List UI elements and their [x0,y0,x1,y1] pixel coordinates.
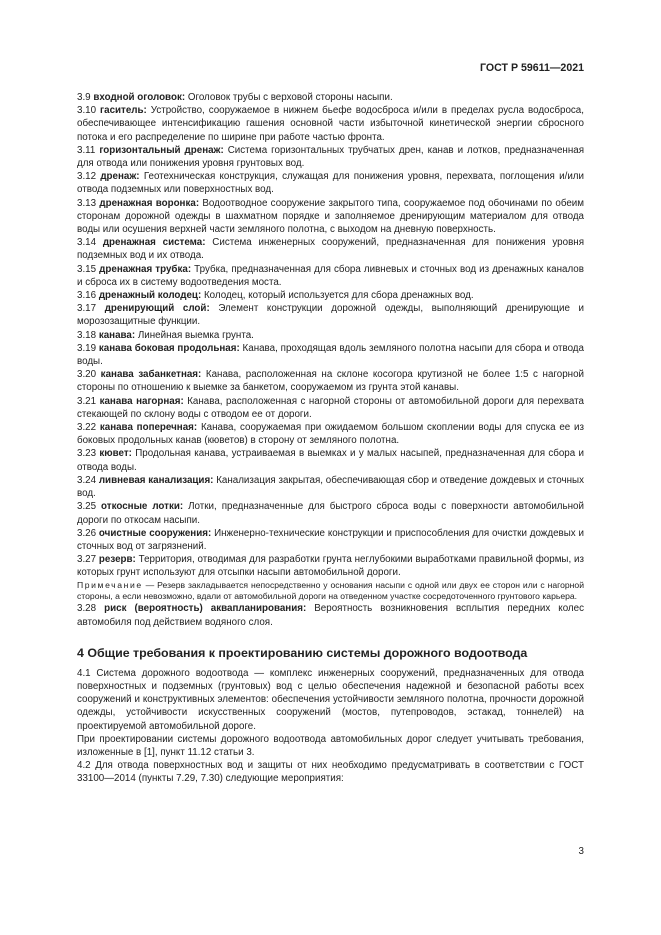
term-name: канава поперечная: [99,422,198,434]
terms-list [77,91,584,580]
term-name: очистные сооружения: [98,527,212,539]
term-name: риск (вероятность) аквапланирования: [104,603,307,615]
term-number: 3.26 [77,527,97,539]
term-number: 3.10 [77,105,97,117]
term-number: 3.11 [77,144,96,156]
term-definition: Канализация закрытая, обеспечивающая сбор и отведение дождевых и сточных вод. [77,474,584,500]
term-definition: Канава, проходящая вдоль земляного полотна насыпи для сбора и отвода воды. [77,342,584,368]
term-name: канава боковая продольная: [98,342,240,354]
term-number: 3.9 [77,92,91,103]
term-entry [77,447,584,473]
term-number: 3.17 [77,303,97,315]
term-name: канава нагорная: [99,395,184,407]
term-name: ливневая канализация: [98,474,214,486]
term-definition: Вероятность возникновения всплытия передних колес автомобиля под действием водяного слоя. [77,603,584,628]
section-paragraph: При проектировании системы дорожного водоотвода автомобильных дорог следует учитывать требования, изложенные в [1], пункт 11.12 статьи 3. [77,733,584,758]
term-name: дренажная воронка: [99,197,200,209]
term-entry [77,170,584,196]
term-number: 3.27 [77,554,97,566]
term-name: дренаж: [100,171,140,183]
term-entry [77,197,584,237]
term-definition: Оголовок трубы с верховой стороны насыпи. [187,92,393,103]
term-entry [77,342,584,368]
term-definition: Колодец, который используется для сбора дренажных вод. [203,290,474,302]
term-name: канава забанкетная: [100,369,202,381]
term-definition: Канава, сооружаемая при ожидаемом большом скоплении воды для спуска ее из боковых продольных канав (кюветов) в сторону от земляного полотна. [77,422,584,447]
term-entry [77,474,584,500]
content [77,91,584,786]
term-entry [77,527,584,553]
term-number: 3.25 [77,501,97,513]
document-header: ГОСТ Р 59611—2021 [480,62,584,74]
term-entry [77,144,584,170]
section-paragraph: 4.1 Система дорожного водоотвода — комплекс инженерных сооружений, предназначенных для отвода поверхностных и подземных (грунтовых) вод с целью обеспечения надежной и безопасной работы всех сооружений и конструктивных элементов: обеспечения устойчивости земляного полотна, прочности дорожной одежды, устойчивости искусственных сооружений (мостов, путепроводов, эстакад, тоннелей) на проектируемой автомобильной дороге. [77,667,584,732]
term-number: 3.23 [77,448,97,460]
term-name: канава: [98,329,136,341]
term-definition: Система горизонтальных трубчатых дрен, канав и лотков, предназначенная для отвода или понижения уровня грунтовых вод. [77,144,584,170]
term-entry [77,395,584,421]
term-number: 3.24 [77,474,97,486]
term-definition: Канава, расположенная на склоне косогора крутизной не более 1:5 с нагорной стороны по отношению к выемке за банкетом, сооружаемом из грунта этой канавы. [77,369,584,394]
note [77,580,584,603]
note-text: — Резерв закладывается непосредственно у основания насыпи с одной или двух ее сторон или с нагорной стороны, а если невозможно, вдали от автомобильной дороги на отведенном участке сосредоточенного грунтового карьера. [77,579,584,601]
term-name: резерв: [98,554,136,566]
term-entry [77,236,584,262]
term-number: 3.13 [77,197,97,209]
term-definition: Продольная канава, устраиваемая в выемках и у малых насыпей, предназначенная для сбора и отвода воды. [77,448,584,473]
term-entry [77,104,584,144]
page-number: 3 [578,846,584,857]
term-entry [77,302,584,328]
term-name: дренажный колодец: [98,290,202,302]
term-number: 3.16 [77,290,97,302]
term-definition: Элемент конструкции дорожной одежды, выполняющий дренирующие и морозозащитные функции. [77,303,584,328]
term-name: входной оголовок: [93,92,186,103]
term-name: дренажная трубка: [99,263,192,275]
term-definition: Линейная выемка грунта. [137,329,254,341]
term-entry [77,602,584,628]
term-name: кювет: [99,448,132,460]
term-definition: Геотехническая конструкция, служащая для понижения уровня, перехвата, поглощения и/или отвода подземных или поверхностных вод. [77,171,584,196]
term-name: откосные лотки: [101,501,184,513]
term-definition: Инженерно-технические конструкции и приспособления для очистки дождевых и сточных вод от загрязнений. [77,527,584,552]
term-definition: Территория, отводимая для разработки грунта неглубокими выработками правильной формы, из которых грунт используют для отсыпки насыпи автомобильной дороги. [77,554,584,579]
term-entry [77,289,584,302]
term-entry [77,500,584,526]
section-paragraph: 4.2 Для отвода поверхностных вод и защиты от них необходимо предусматривать в соответствии с ГОСТ 33100—2014 (пункты 7.29, 7.30) следующие мероприятия: [77,760,584,785]
term-entry [77,329,584,342]
term-number: 3.20 [77,369,97,381]
term-entry [77,368,584,394]
section-heading: 4 Общие требования к проектированию системы дорожного водоотвода [77,645,528,660]
term-number: 3.14 [77,237,97,249]
term-definition: Система инженерных сооружений, предназначенная для понижения уровня подземных вод и их отвода. [77,237,585,262]
term-number: 3.28 [77,603,97,615]
term-definition: Водоотводное сооружение закрытого типа, сооружаемое под обочинами по обеим сторонам дорожной одежды в шахматном порядке и заполняемое дренирующим материалом для отвода воды или осушения верхней части земляного полотна, с выходом на дневную поверхность. [77,197,584,236]
term-name: гаситель: [100,105,147,117]
term-definition: Устройство, сооружаемое в нижнем бьефе водосброса и/или в пределах русла водосброса, обеспечивающее интенсификацию гашения основной части избыточной кинетической энергии сбросного потока и его распределение по ширине при работе частью фронта. [77,105,584,143]
term-name: дренажная система: [102,237,206,249]
term-entry [77,421,584,447]
note-label: Примечание [77,579,143,590]
term-number: 3.15 [77,263,97,275]
term-definition: Лотки, предназначенные для быстрого сброса воды с поверхности автомобильной дороги по откосам насыпи. [77,501,584,526]
term-name: горизонтальный дренаж: [99,144,224,156]
term-definition: Канава, расположенная с нагорной стороны от автомобильной дороги для перехвата стекающей по склону воды с отводом ее от дороги. [77,395,584,420]
term-number: 3.19 [77,342,97,354]
term-definition: Трубка, предназначенная для сбора ливневых и сточных вод из дренажных каналов и сброса их в систему водоотведения моста. [77,263,584,288]
term-number: 3.22 [77,422,97,434]
term-entry [77,91,584,104]
term-entry [77,553,584,579]
term-number: 3.21 [77,395,97,407]
term-name: дренирующий слой: [104,303,210,315]
term-number: 3.12 [77,171,97,183]
term-entry [77,263,584,289]
term-number: 3.18 [77,329,97,341]
